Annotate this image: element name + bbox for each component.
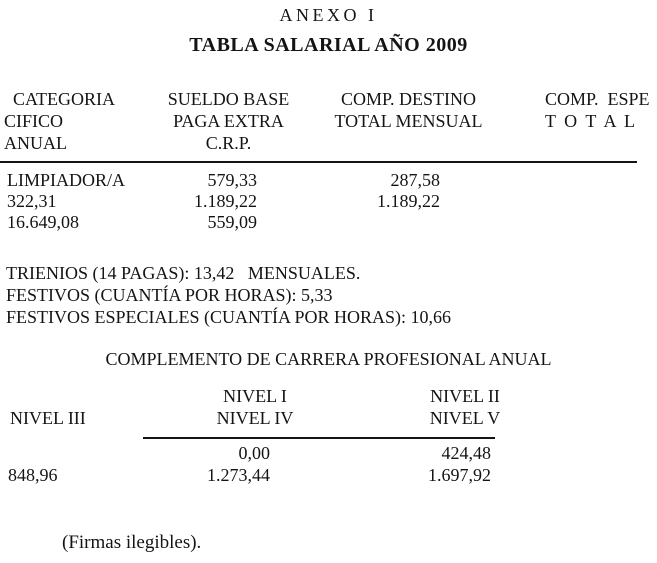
header-cell-categoria: CATEGORIA — [13, 89, 115, 109]
cell-value: 1.273,44 — [207, 465, 270, 485]
header-cell-nivel-2: NIVEL II — [430, 386, 500, 406]
salary-header-row-2 — [0, 111, 657, 132]
cell-value: 1.189,22 — [377, 191, 440, 211]
cell-empty — [0, 443, 145, 464]
salary-body-row-3 — [0, 212, 657, 233]
cell-value: 559,09 — [207, 212, 257, 232]
cell-value: 287,58 — [390, 170, 440, 190]
career-body-row-1 — [0, 443, 657, 464]
salary-body-row-1 — [0, 170, 657, 191]
cell-value: 579,33 — [207, 170, 257, 190]
signatures-note: (Firmas ilegibles). — [62, 532, 202, 553]
header-cell-comp-espe: COMP. ESPE — [545, 89, 650, 109]
career-header-row-1 — [0, 386, 657, 407]
header-cell-total-mensual: TOTAL MENSUAL — [334, 111, 483, 131]
header-cell-sueldo-base: SUELDO BASE — [167, 89, 290, 109]
header-cell-crp: C.R.P. — [205, 133, 252, 153]
annex-title: ANEXO I — [279, 5, 378, 25]
header-cell-empty — [0, 386, 145, 407]
note-festivos-especiales: FESTIVOS ESPECIALES (CUANTÍA POR HORAS): 10,66 — [6, 307, 452, 327]
header-cell-total: T O T A L — [545, 111, 638, 131]
header-cell-anual: ANUAL — [4, 133, 67, 153]
career-table-title: COMPLEMENTO DE CARRERA PROFESIONAL ANUAL — [105, 349, 552, 369]
salary-header-row-3 — [0, 133, 657, 154]
salary-table-divider — [0, 161, 637, 163]
career-body-row-2 — [0, 465, 657, 486]
header-cell-nivel-4: NIVEL IV — [216, 408, 294, 428]
salary-header-row-1 — [0, 89, 657, 110]
cell-limpiador: LIMPIADOR/A — [7, 170, 126, 190]
cell-value: 322,31 — [7, 191, 57, 211]
header-cell-cifico: CIFICO — [4, 111, 64, 131]
salary-body-row-2 — [0, 191, 657, 212]
career-header-row-2 — [0, 408, 657, 429]
cell-value: 848,96 — [8, 465, 58, 485]
header-cell-nivel-5: NIVEL V — [429, 408, 501, 428]
document-title: TABLA SALARIAL AÑO 2009 — [189, 34, 468, 56]
cell-value: 1.697,92 — [428, 465, 491, 485]
header-cell-empty-2 — [505, 133, 657, 154]
header-cell-paga-extra: PAGA EXTRA — [173, 111, 284, 131]
cell-value: 424,48 — [441, 443, 491, 463]
header-cell-nivel-3: NIVEL III — [10, 408, 86, 428]
cell-empty — [257, 212, 440, 233]
career-table-divider — [143, 437, 495, 439]
cell-value: 1.189,22 — [194, 191, 257, 211]
note-festivos: FESTIVOS (CUANTÍA POR HORAS): 5,33 — [6, 285, 333, 305]
note-trienios: TRIENIOS (14 PAGAS): 13,42 MENSUALES. — [6, 263, 361, 283]
header-cell-empty-1 — [312, 133, 505, 154]
cell-value: 16.649,08 — [7, 212, 79, 232]
header-cell-nivel-1: NIVEL I — [223, 386, 287, 406]
header-cell-comp-destino: COMP. DESTINO — [340, 89, 477, 109]
cell-value: 0,00 — [238, 443, 270, 463]
